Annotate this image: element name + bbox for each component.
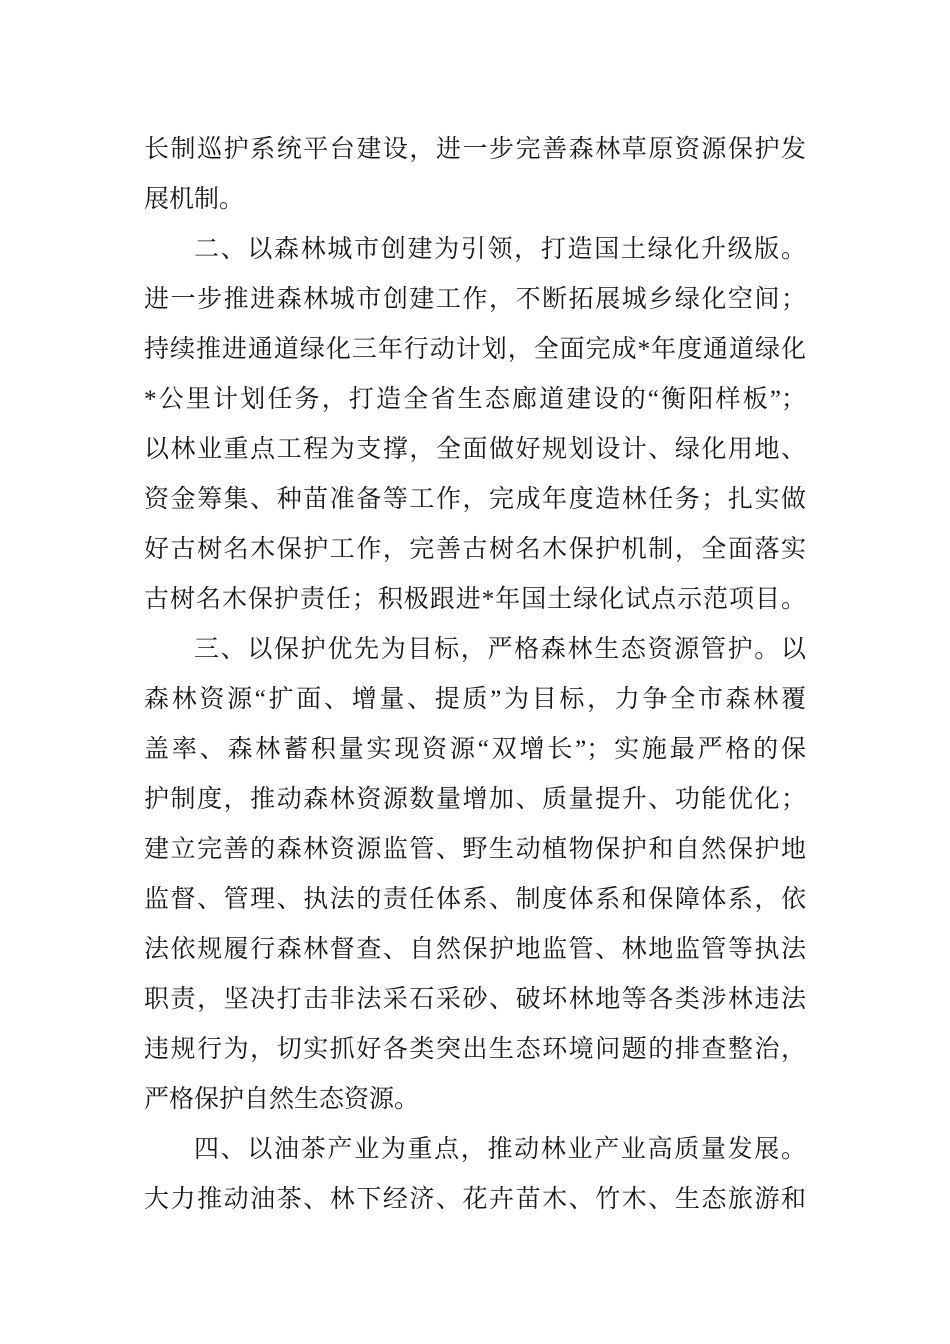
text-line: 以林业重点工程为支撑，全面做好规划设计、绿化用地、 — [144, 436, 806, 463]
text-line: 古树名木保护责任；积极跟进*年国土绿化试点示范项目。 — [144, 586, 806, 613]
text-line: 展机制。 — [144, 186, 245, 213]
text-line: 四、以油茶产业为重点，推动林业产业高质量发展。 — [194, 1136, 806, 1163]
text-line: 持续推进通道绿化三年行动计划，全面完成*年度通道绿化 — [144, 336, 806, 363]
text-line: 进一步推进森林城市创建工作，不断拓展城乡绿化空间； — [144, 286, 806, 313]
document-body — [144, 125, 806, 1225]
text-line: 严格保护自然生态资源。 — [144, 1086, 420, 1113]
text-line: 违规行为，切实抓好各类突出生态环境问题的排查整治， — [144, 1036, 806, 1063]
text-line: 护制度，推动森林资源数量增加、质量提升、功能优化； — [144, 786, 806, 813]
text-line: 职责，坚决打击非法采石采砂、破坏林地等各类涉林违法 — [144, 986, 806, 1013]
text-line: 大力推动油茶、林下经济、花卉苗木、竹木、生态旅游和 — [144, 1186, 806, 1213]
text-line: 长制巡护系统平台建设，进一步完善森林草原资源保护发 — [144, 136, 806, 163]
text-line: 资金筹集、种苗准备等工作，完成年度造林任务；扎实做 — [144, 486, 806, 513]
text-line: 盖率、森林蓄积量实现资源“双增长”；实施最严格的保 — [144, 736, 806, 763]
text-line: 法依规履行森林督查、自然保护地监管、林地监管等执法 — [144, 936, 806, 963]
text-line: *公里计划任务，打造全省生态廊道建设的“衡阳样板”； — [144, 386, 806, 413]
text-line: 建立完善的森林资源监管、野生动植物保护和自然保护地 — [144, 836, 806, 863]
text-line: 三、以保护优先为目标，严格森林生态资源管护。以 — [194, 636, 806, 663]
text-line: 二、以森林城市创建为引领，打造国土绿化升级版。 — [194, 236, 806, 263]
text-line: 好古树名木保护工作，完善古树名木保护机制，全面落实 — [144, 536, 806, 563]
text-line: 监督、管理、执法的责任体系、制度体系和保障体系，依 — [144, 886, 806, 913]
text-line: 森林资源“扩面、增量、提质”为目标，力争全市森林覆 — [144, 686, 806, 713]
